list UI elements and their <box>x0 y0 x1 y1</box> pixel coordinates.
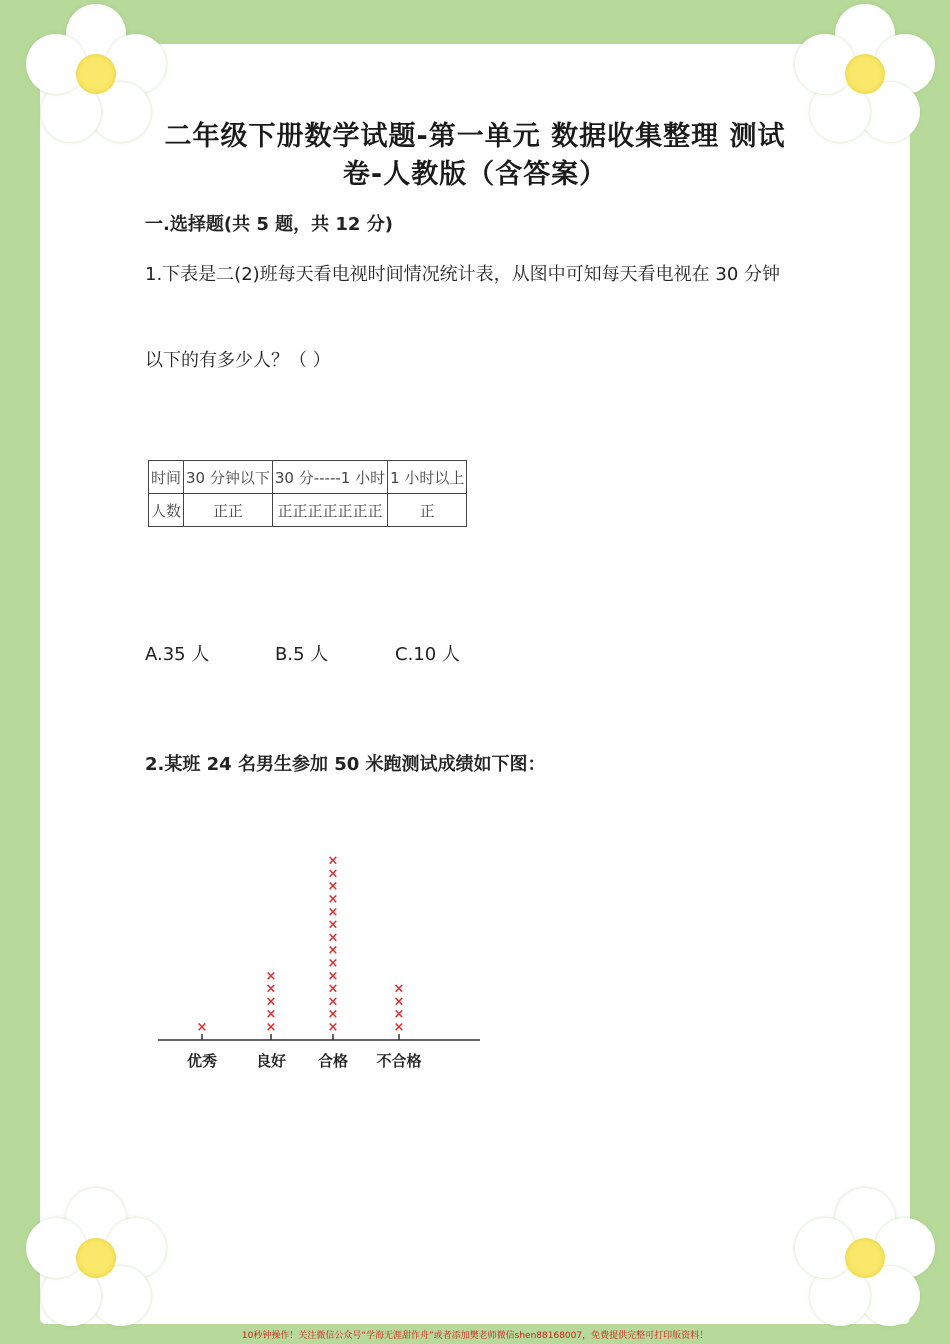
data-mark: × <box>265 1007 277 1023</box>
data-mark: × <box>265 968 277 984</box>
tally-table <box>148 460 467 527</box>
data-mark: × <box>327 1007 339 1023</box>
table-row <box>149 494 467 527</box>
x-tick-label: 优秀 <box>186 1052 218 1070</box>
data-mark: × <box>393 994 405 1010</box>
q1-text-line1: 1.下表是二(2)班每天看电视时间情况统计表，从图中可知每天看电视在 30 分钟 <box>145 264 781 285</box>
table-cell: 人数 <box>149 494 184 527</box>
q2-text: 2.某班 24 名男生参加 50 米跑测试成绩如下图： <box>145 754 546 775</box>
data-mark: × <box>327 866 339 882</box>
tally-mark-chart <box>140 830 500 1090</box>
x-tick-label: 不合格 <box>376 1052 422 1070</box>
flower-bottom-right-icon <box>795 1188 935 1328</box>
data-mark: × <box>327 1020 339 1035</box>
table-cell: 1 小时以上 <box>388 461 467 494</box>
data-mark: × <box>393 1020 405 1035</box>
data-mark: × <box>327 904 339 920</box>
page-title-line1: 二年级下册数学试题-第一单元 数据收集整理 测试 <box>164 121 786 152</box>
x-tick-label: 良好 <box>255 1052 287 1070</box>
data-mark: × <box>327 943 339 959</box>
option-a[interactable]: A.35 人 <box>145 644 210 665</box>
table-cell: 30 分钟以下 <box>184 461 273 494</box>
data-mark: × <box>393 1007 405 1023</box>
data-mark: × <box>265 981 277 997</box>
q1-text-line2: 以下的有多少人？（ ） <box>145 350 331 371</box>
x-tick-label: 合格 <box>317 1052 349 1070</box>
footer-note: 10秒钟操作！关注微信公众号“学海无涯甜作舟”或者添加樊老师微信shen88168007，免费提供完整可打印版资料！ <box>241 1331 709 1341</box>
table-cell: 正正正正正正正 <box>272 494 387 527</box>
data-mark: × <box>327 956 339 971</box>
data-mark: × <box>327 981 339 997</box>
table-cell: 30 分-----1 小时 <box>272 461 387 494</box>
data-mark: × <box>327 994 339 1010</box>
data-mark: × <box>327 968 339 984</box>
page-title-line2: 卷-人教版（含答案） <box>342 159 608 190</box>
data-mark: × <box>327 930 339 946</box>
data-mark: × <box>327 879 339 895</box>
data-mark: × <box>327 853 339 869</box>
option-c[interactable]: C.10 人 <box>395 644 460 665</box>
data-mark: × <box>393 981 405 997</box>
data-mark: × <box>327 917 339 933</box>
data-mark: × <box>265 994 277 1010</box>
flower-bottom-left-icon <box>26 1188 166 1328</box>
option-b[interactable]: B.5 人 <box>275 644 329 665</box>
table-row <box>149 461 467 494</box>
paper-sheet <box>40 44 910 1324</box>
table-cell: 正正 <box>184 494 273 527</box>
data-mark: × <box>196 1020 208 1035</box>
data-mark: × <box>265 1020 277 1035</box>
table-cell: 时间 <box>149 461 184 494</box>
section-heading: 一.选择题(共 5 题，共 12 分) <box>145 214 393 235</box>
table-cell: 正 <box>388 494 467 527</box>
data-mark: × <box>327 892 339 907</box>
